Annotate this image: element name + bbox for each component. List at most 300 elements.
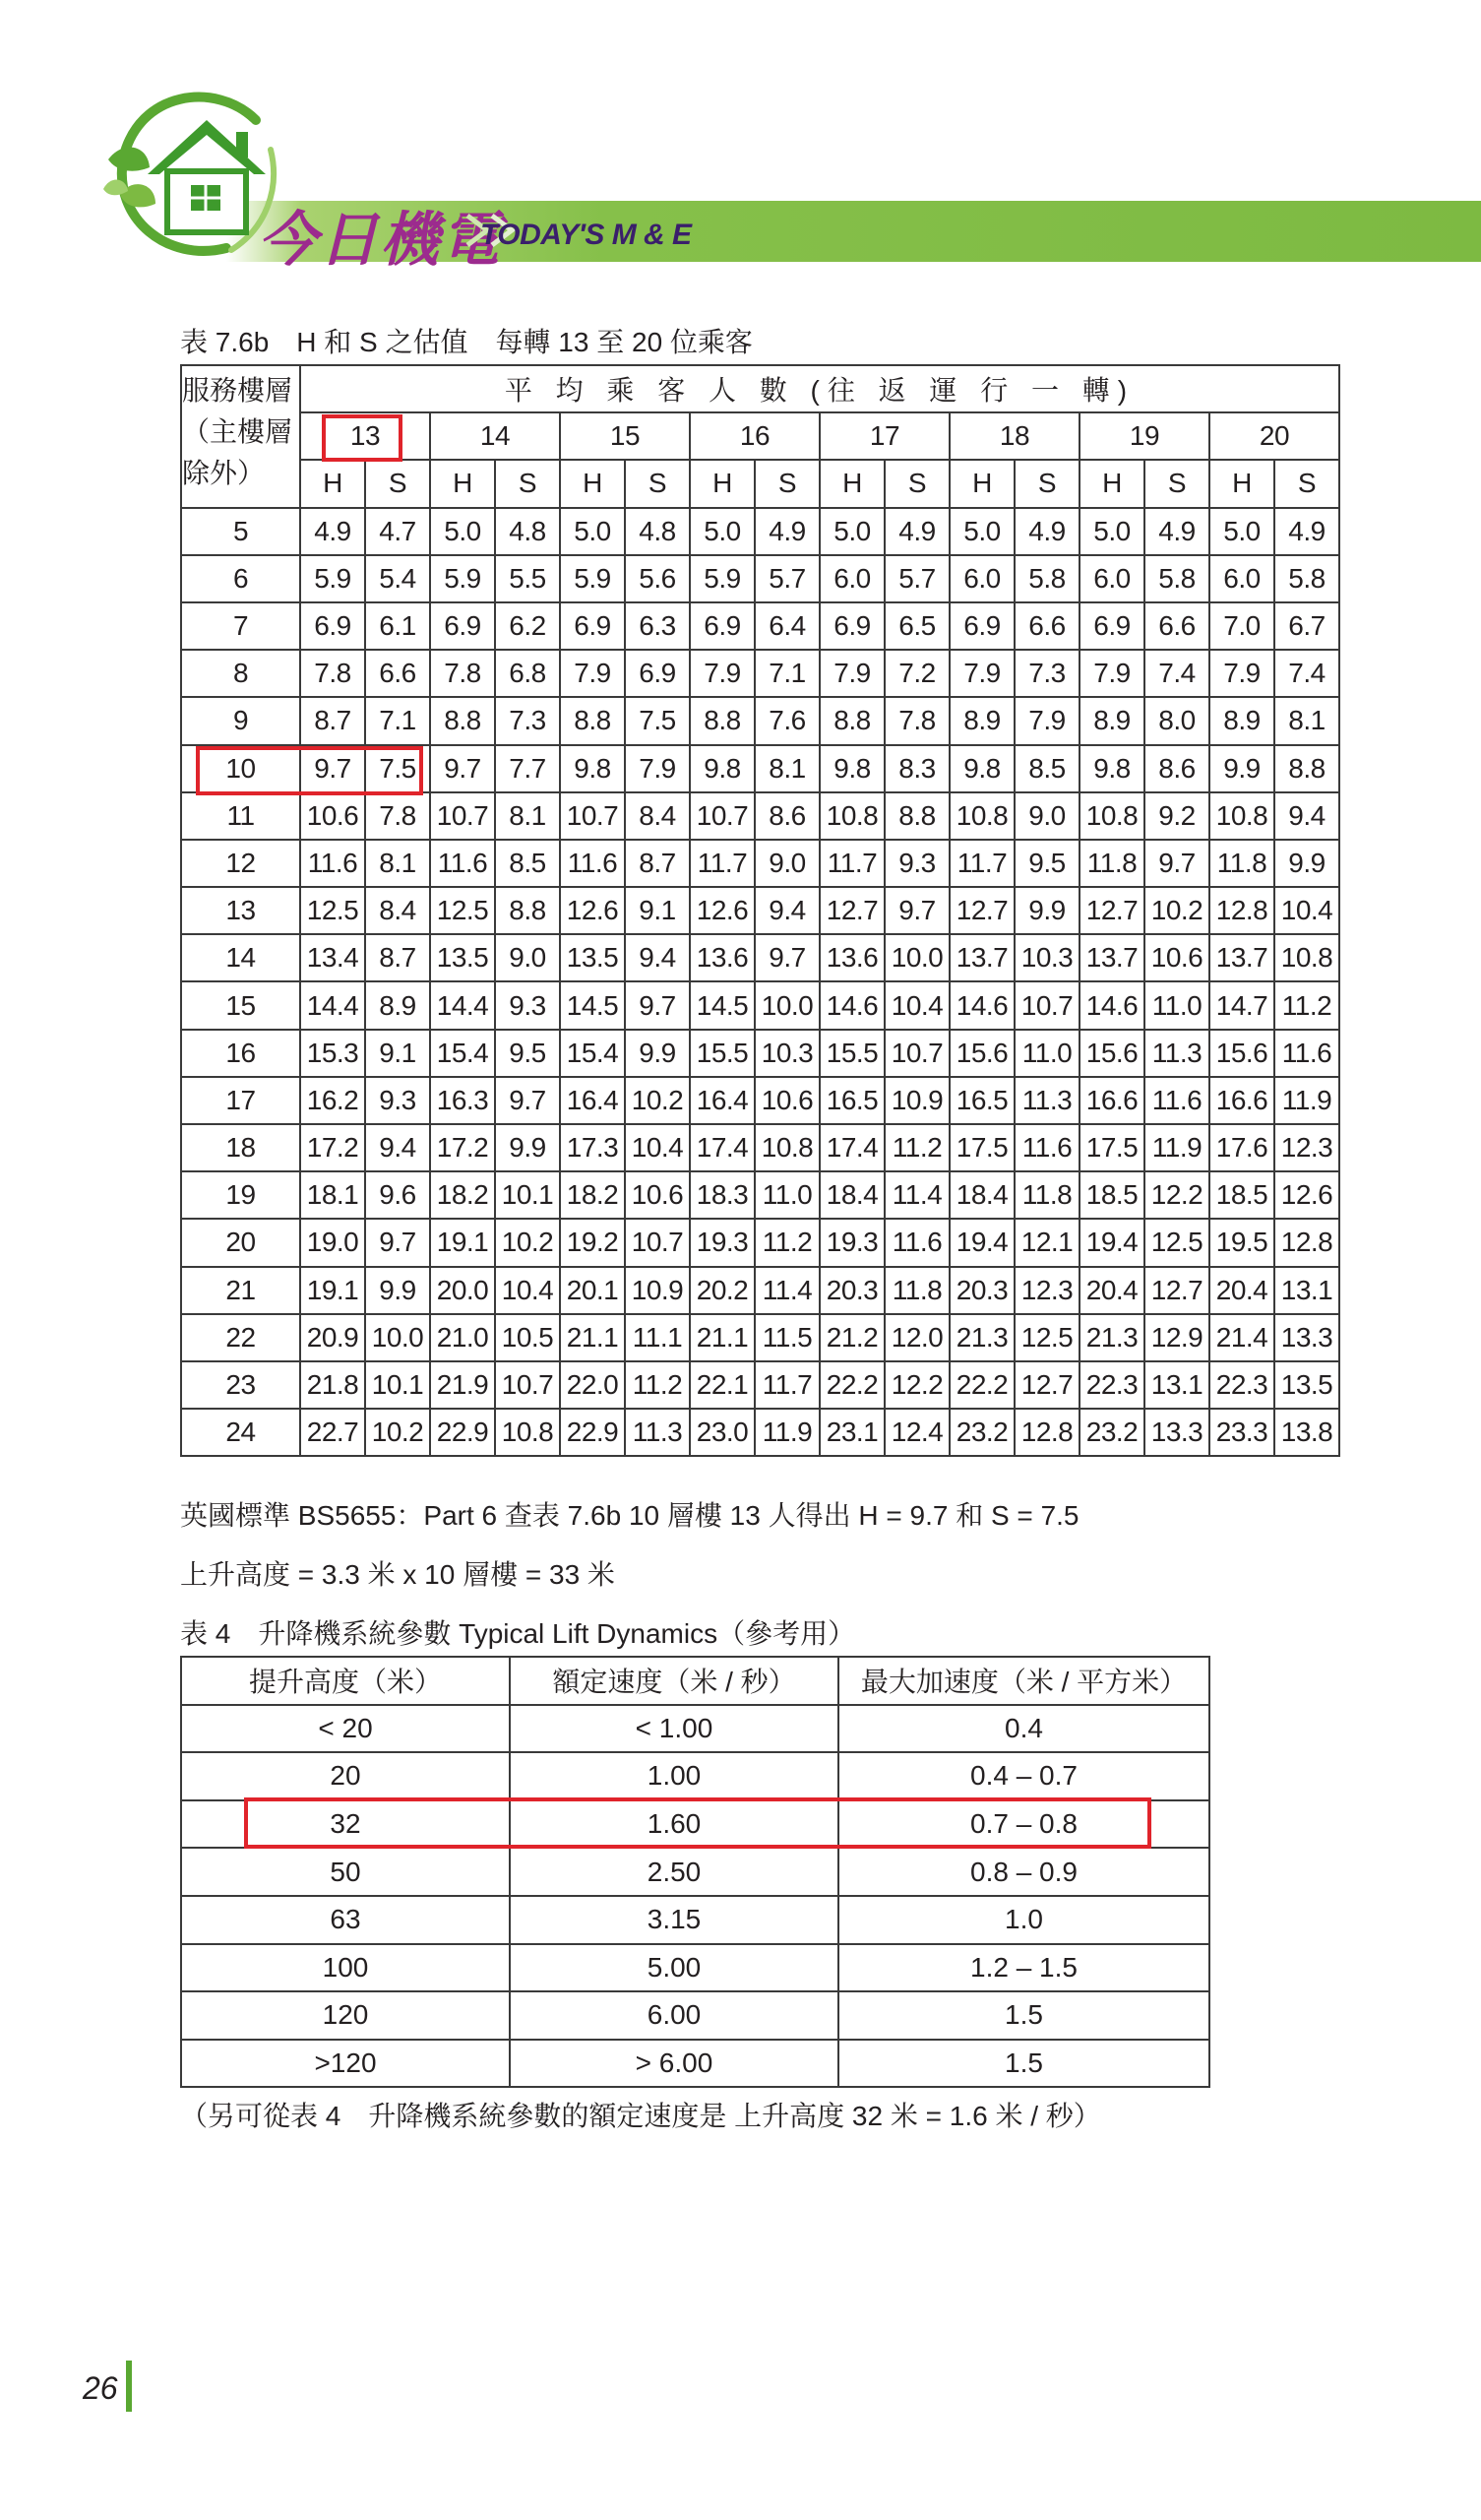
- s-subheader: S: [1274, 460, 1339, 507]
- h-value-cell: 17.2: [300, 1124, 365, 1171]
- column-header-lift-height: 提升高度（米）: [181, 1657, 510, 1705]
- s-value-cell: 12.2: [885, 1361, 950, 1409]
- passenger-count-header: 17: [820, 412, 950, 460]
- s-value-cell: 8.1: [365, 840, 430, 887]
- s-value-cell: 13.8: [1274, 1409, 1339, 1456]
- floor-cell: 12: [181, 840, 300, 887]
- h-value-cell: 12.6: [560, 887, 625, 934]
- s-value-cell: 8.1: [495, 792, 560, 840]
- s-value-cell: 11.6: [885, 1219, 950, 1266]
- s-value-cell: 10.8: [755, 1124, 820, 1171]
- s-value-cell: 12.6: [1274, 1171, 1339, 1219]
- table-row: [181, 697, 1339, 744]
- table-4-body: [181, 1705, 1209, 2088]
- table-row: [181, 1896, 1209, 1944]
- s-value-cell: 11.6: [1015, 1124, 1080, 1171]
- s-value-cell: 10.4: [1274, 887, 1339, 934]
- h-value-cell: 5.9: [430, 555, 495, 602]
- s-value-cell: 10.7: [885, 1030, 950, 1077]
- s-value-cell: 11.1: [625, 1314, 690, 1361]
- s-value-cell: 9.0: [755, 840, 820, 887]
- s-value-cell: 7.8: [365, 792, 430, 840]
- h-value-cell: 18.2: [430, 1171, 495, 1219]
- s-value-cell: 7.3: [1015, 650, 1080, 697]
- h-value-cell: 22.1: [690, 1361, 755, 1409]
- lift-height-cell: 50: [181, 1848, 510, 1896]
- floor-header-line: 除外）: [182, 458, 266, 488]
- h-value-cell: 11.7: [950, 840, 1015, 887]
- h-value-cell: 8.9: [1080, 697, 1144, 744]
- table-row: [181, 792, 1339, 840]
- s-value-cell: 12.9: [1144, 1314, 1209, 1361]
- lift-height-cell: 100: [181, 1944, 510, 1992]
- passenger-count-header: 18: [950, 412, 1080, 460]
- h-value-cell: 22.9: [430, 1409, 495, 1456]
- rated-speed-cell: 1.60: [510, 1800, 838, 1849]
- h-subheader: H: [300, 460, 365, 507]
- s-value-cell: 10.2: [365, 1409, 430, 1456]
- s-value-cell: 10.3: [1015, 934, 1080, 981]
- max-acceleration-cell: 0.4 – 0.7: [838, 1752, 1209, 1800]
- floor-cell: 9: [181, 697, 300, 744]
- h-value-cell: 15.6: [950, 1030, 1015, 1077]
- s-value-cell: 4.9: [1015, 508, 1080, 555]
- h-value-cell: 4.9: [300, 508, 365, 555]
- s-value-cell: 7.8: [885, 697, 950, 744]
- s-value-cell: 6.6: [1144, 602, 1209, 650]
- passenger-count-header: 19: [1080, 412, 1209, 460]
- floor-header-line: 服務樓層: [182, 375, 293, 406]
- h-value-cell: 19.4: [1080, 1219, 1144, 1266]
- s-value-cell: 11.3: [625, 1409, 690, 1456]
- h-subheader: H: [560, 460, 625, 507]
- max-acceleration-cell: 0.8 – 0.9: [838, 1848, 1209, 1896]
- s-value-cell: 9.5: [1015, 840, 1080, 887]
- h-value-cell: 5.9: [690, 555, 755, 602]
- s-value-cell: 8.0: [1144, 697, 1209, 744]
- table-row: [181, 1361, 1339, 1409]
- h-value-cell: 9.8: [690, 745, 755, 792]
- s-value-cell: 7.9: [625, 745, 690, 792]
- s-value-cell: 9.9: [625, 1030, 690, 1077]
- floor-cell: 22: [181, 1314, 300, 1361]
- s-value-cell: 12.8: [1015, 1409, 1080, 1456]
- s-value-cell: 12.1: [1015, 1219, 1080, 1266]
- h-value-cell: 5.0: [820, 508, 885, 555]
- h-value-cell: 19.1: [300, 1267, 365, 1314]
- h-value-cell: 22.3: [1209, 1361, 1274, 1409]
- lift-height-cell: < 20: [181, 1705, 510, 1753]
- h-value-cell: 12.7: [1080, 887, 1144, 934]
- s-value-cell: 5.8: [1144, 555, 1209, 602]
- s-value-cell: 8.7: [625, 840, 690, 887]
- h-value-cell: 18.2: [560, 1171, 625, 1219]
- s-value-cell: 9.3: [495, 981, 560, 1029]
- s-value-cell: 12.0: [885, 1314, 950, 1361]
- s-value-cell: 10.8: [495, 1409, 560, 1456]
- s-value-cell: 6.7: [1274, 602, 1339, 650]
- h-value-cell: 9.8: [950, 745, 1015, 792]
- s-value-cell: 10.7: [495, 1361, 560, 1409]
- s-value-cell: 9.6: [365, 1171, 430, 1219]
- s-value-cell: 10.2: [495, 1219, 560, 1266]
- h-value-cell: 21.1: [690, 1314, 755, 1361]
- h-value-cell: 23.1: [820, 1409, 885, 1456]
- s-value-cell: 13.1: [1274, 1267, 1339, 1314]
- h-value-cell: 17.4: [690, 1124, 755, 1171]
- s-value-cell: 11.3: [1015, 1077, 1080, 1124]
- s-value-cell: 9.7: [365, 1219, 430, 1266]
- note-line-2: 上升高度 = 3.3 米 x 10 層樓 = 33 米: [180, 1559, 615, 1590]
- h-value-cell: 6.0: [1080, 555, 1144, 602]
- rated-speed-cell: < 1.00: [510, 1705, 838, 1753]
- h-value-cell: 5.0: [1080, 508, 1144, 555]
- h-value-cell: 20.4: [1080, 1267, 1144, 1314]
- h-value-cell: 8.8: [560, 697, 625, 744]
- s-value-cell: 11.9: [755, 1409, 820, 1456]
- h-subheader: H: [820, 460, 885, 507]
- passenger-count-header: 15: [560, 412, 690, 460]
- h-value-cell: 12.5: [300, 887, 365, 934]
- s-subheader: S: [1015, 460, 1080, 507]
- table-row: [181, 2040, 1209, 2088]
- s-value-cell: 9.1: [365, 1030, 430, 1077]
- h-value-cell: 7.8: [430, 650, 495, 697]
- h-subheader: H: [950, 460, 1015, 507]
- s-value-cell: 4.9: [885, 508, 950, 555]
- s-value-cell: 9.4: [755, 887, 820, 934]
- highlight-13-passengers: [322, 414, 402, 462]
- h-value-cell: 15.3: [300, 1030, 365, 1077]
- s-subheader: S: [625, 460, 690, 507]
- h-value-cell: 16.4: [560, 1077, 625, 1124]
- h-value-cell: 20.2: [690, 1267, 755, 1314]
- h-value-cell: 14.5: [690, 981, 755, 1029]
- h-value-cell: 16.5: [820, 1077, 885, 1124]
- s-value-cell: 9.9: [495, 1124, 560, 1171]
- h-value-cell: 7.9: [950, 650, 1015, 697]
- passenger-count-header: 13: [300, 412, 430, 460]
- h-value-cell: 6.0: [950, 555, 1015, 602]
- floor-cell: 11: [181, 792, 300, 840]
- h-value-cell: 21.4: [1209, 1314, 1274, 1361]
- h-value-cell: 9.8: [820, 745, 885, 792]
- h-value-cell: 17.4: [820, 1124, 885, 1171]
- s-value-cell: 11.4: [885, 1171, 950, 1219]
- s-value-cell: 8.1: [755, 745, 820, 792]
- h-value-cell: 9.8: [1080, 745, 1144, 792]
- s-value-cell: 6.5: [885, 602, 950, 650]
- h-value-cell: 5.9: [560, 555, 625, 602]
- s-value-cell: 8.8: [495, 887, 560, 934]
- h-value-cell: 13.4: [300, 934, 365, 981]
- s-value-cell: 11.6: [1144, 1077, 1209, 1124]
- h-value-cell: 5.0: [560, 508, 625, 555]
- h-value-cell: 11.8: [1209, 840, 1274, 887]
- h-value-cell: 14.6: [1080, 981, 1144, 1029]
- s-value-cell: 6.3: [625, 602, 690, 650]
- s-value-cell: 10.6: [1144, 934, 1209, 981]
- h-value-cell: 6.9: [430, 602, 495, 650]
- h-value-cell: 10.7: [690, 792, 755, 840]
- s-value-cell: 11.2: [755, 1219, 820, 1266]
- h-value-cell: 20.3: [820, 1267, 885, 1314]
- h-value-cell: 8.8: [430, 697, 495, 744]
- s-value-cell: 4.9: [1144, 508, 1209, 555]
- h-value-cell: 7.9: [560, 650, 625, 697]
- h-value-cell: 23.0: [690, 1409, 755, 1456]
- highlight-floor-10-row: [196, 746, 423, 795]
- h-value-cell: 22.2: [950, 1361, 1015, 1409]
- page-number: 26: [83, 2370, 118, 2406]
- s-value-cell: 5.6: [625, 555, 690, 602]
- s-value-cell: 9.9: [1015, 887, 1080, 934]
- h-value-cell: 16.3: [430, 1077, 495, 1124]
- floor-cell: 15: [181, 981, 300, 1029]
- s-value-cell: 11.5: [755, 1314, 820, 1361]
- h-value-cell: 6.9: [690, 602, 755, 650]
- h-value-cell: 17.5: [950, 1124, 1015, 1171]
- s-value-cell: 5.4: [365, 555, 430, 602]
- h-value-cell: 18.3: [690, 1171, 755, 1219]
- h-value-cell: 5.0: [690, 508, 755, 555]
- s-value-cell: 12.3: [1015, 1267, 1080, 1314]
- floor-cell: 23: [181, 1361, 300, 1409]
- table-row: [181, 650, 1339, 697]
- s-value-cell: 6.6: [365, 650, 430, 697]
- magazine-subtitle: TODAY'S M & E: [480, 219, 692, 251]
- h-value-cell: 6.9: [820, 602, 885, 650]
- s-value-cell: 11.2: [625, 1361, 690, 1409]
- h-value-cell: 5.0: [950, 508, 1015, 555]
- rated-speed-cell: 2.50: [510, 1848, 838, 1896]
- table-row: [181, 1219, 1339, 1266]
- s-value-cell: 9.2: [1144, 792, 1209, 840]
- h-value-cell: 12.8: [1209, 887, 1274, 934]
- floor-cell: 14: [181, 934, 300, 981]
- s-value-cell: 6.8: [495, 650, 560, 697]
- h-value-cell: 14.7: [1209, 981, 1274, 1029]
- passenger-count-header: 14: [430, 412, 560, 460]
- h-value-cell: 15.5: [690, 1030, 755, 1077]
- s-value-cell: 12.7: [1015, 1361, 1080, 1409]
- magazine-title: 今日機電: [258, 206, 502, 275]
- h-value-cell: 16.5: [950, 1077, 1015, 1124]
- s-value-cell: 10.9: [885, 1077, 950, 1124]
- h-value-cell: 21.1: [560, 1314, 625, 1361]
- h-value-cell: 22.0: [560, 1361, 625, 1409]
- s-value-cell: 10.2: [625, 1077, 690, 1124]
- h-value-cell: 10.7: [560, 792, 625, 840]
- floor-header-line: （主樓層: [182, 416, 293, 447]
- s-value-cell: 11.8: [1015, 1171, 1080, 1219]
- table-row: [181, 887, 1339, 934]
- h-value-cell: 19.4: [950, 1219, 1015, 1266]
- s-value-cell: 6.6: [1015, 602, 1080, 650]
- s-subheader: S: [495, 460, 560, 507]
- s-value-cell: 10.4: [495, 1267, 560, 1314]
- s-value-cell: 6.9: [625, 650, 690, 697]
- h-value-cell: 21.9: [430, 1361, 495, 1409]
- s-value-cell: 5.7: [755, 555, 820, 602]
- s-value-cell: 11.0: [1015, 1030, 1080, 1077]
- s-value-cell: 8.6: [755, 792, 820, 840]
- floor-cell: 6: [181, 555, 300, 602]
- s-value-cell: 8.4: [365, 887, 430, 934]
- h-value-cell: 23.2: [1080, 1409, 1144, 1456]
- h-value-cell: 6.9: [950, 602, 1015, 650]
- s-value-cell: 6.1: [365, 602, 430, 650]
- s-value-cell: 11.6: [1274, 1030, 1339, 1077]
- table-4-caption: 表 4 升降機系統參數 Typical Lift Dynamics（參考用）: [180, 1618, 856, 1649]
- h-value-cell: 16.6: [1080, 1077, 1144, 1124]
- s-value-cell: 7.1: [365, 697, 430, 744]
- h-value-cell: 13.5: [560, 934, 625, 981]
- floor-cell: 20: [181, 1219, 300, 1266]
- table-row: [181, 934, 1339, 981]
- table-row: [181, 1077, 1339, 1124]
- h-value-cell: 19.3: [690, 1219, 755, 1266]
- s-value-cell: 8.3: [885, 745, 950, 792]
- h-value-cell: 19.3: [820, 1219, 885, 1266]
- s-value-cell: 10.6: [755, 1077, 820, 1124]
- s-value-cell: 8.8: [885, 792, 950, 840]
- h-value-cell: 12.7: [820, 887, 885, 934]
- h-value-cell: 9.9: [1209, 745, 1274, 792]
- h-value-cell: 20.4: [1209, 1267, 1274, 1314]
- s-value-cell: 13.5: [1274, 1361, 1339, 1409]
- h-value-cell: 15.4: [560, 1030, 625, 1077]
- table-row: [181, 1752, 1209, 1800]
- floor-cell: 10: [181, 745, 300, 792]
- table-row: [181, 840, 1339, 887]
- s-value-cell: 5.5: [495, 555, 560, 602]
- h-value-cell: 6.9: [560, 602, 625, 650]
- floor-cell: 7: [181, 602, 300, 650]
- h-value-cell: 17.6: [1209, 1124, 1274, 1171]
- floor-cell: 19: [181, 1171, 300, 1219]
- column-header-max-acceleration: 最大加速度（米 / 平方米）: [838, 1657, 1209, 1705]
- h-value-cell: 22.3: [1080, 1361, 1144, 1409]
- h-value-cell: 9.7: [430, 745, 495, 792]
- s-value-cell: 9.9: [1274, 840, 1339, 887]
- h-value-cell: 13.5: [430, 934, 495, 981]
- s-value-cell: 8.5: [1015, 745, 1080, 792]
- h-value-cell: 7.8: [300, 650, 365, 697]
- h-value-cell: 13.7: [1080, 934, 1144, 981]
- h-value-cell: 13.6: [820, 934, 885, 981]
- h-value-cell: 17.3: [560, 1124, 625, 1171]
- s-value-cell: 11.4: [755, 1267, 820, 1314]
- table-row: [181, 1409, 1339, 1456]
- h-value-cell: 14.4: [300, 981, 365, 1029]
- s-value-cell: 13.3: [1144, 1409, 1209, 1456]
- s-value-cell: 12.7: [1144, 1267, 1209, 1314]
- s-value-cell: 11.7: [755, 1361, 820, 1409]
- s-value-cell: 9.4: [625, 934, 690, 981]
- note-line-1: 英國標準 BS5655：Part 6 查表 7.6b 10 層樓 13 人得出 H = 9.7 和 S = 7.5: [180, 1500, 1080, 1531]
- h-value-cell: 16.4: [690, 1077, 755, 1124]
- h-value-cell: 18.4: [950, 1171, 1015, 1219]
- h-value-cell: 21.0: [430, 1314, 495, 1361]
- s-value-cell: 11.2: [1274, 981, 1339, 1029]
- s-value-cell: 7.4: [1274, 650, 1339, 697]
- table-76b-caption: 表 7.6b H 和 S 之估值 每轉 13 至 20 位乘客: [180, 327, 753, 357]
- s-value-cell: 8.6: [1144, 745, 1209, 792]
- s-value-cell: 9.5: [495, 1030, 560, 1077]
- s-value-cell: 7.1: [755, 650, 820, 697]
- h-value-cell: 14.4: [430, 981, 495, 1029]
- h-value-cell: 21.8: [300, 1361, 365, 1409]
- h-value-cell: 22.7: [300, 1409, 365, 1456]
- s-value-cell: 10.6: [625, 1171, 690, 1219]
- h-value-cell: 8.9: [950, 697, 1015, 744]
- rated-speed-cell: 3.15: [510, 1896, 838, 1944]
- h-value-cell: 7.9: [690, 650, 755, 697]
- h-value-cell: 13.7: [1209, 934, 1274, 981]
- s-value-cell: 9.7: [755, 934, 820, 981]
- s-subheader: S: [885, 460, 950, 507]
- h-value-cell: 10.8: [1080, 792, 1144, 840]
- h-value-cell: 14.6: [950, 981, 1015, 1029]
- s-subheader: S: [755, 460, 820, 507]
- s-value-cell: 11.9: [1274, 1077, 1339, 1124]
- h-value-cell: 6.0: [1209, 555, 1274, 602]
- s-value-cell: 10.4: [625, 1124, 690, 1171]
- s-value-cell: 13.3: [1274, 1314, 1339, 1361]
- s-value-cell: 7.2: [885, 650, 950, 697]
- s-value-cell: 6.2: [495, 602, 560, 650]
- s-value-cell: 10.4: [885, 981, 950, 1029]
- h-value-cell: 10.8: [950, 792, 1015, 840]
- s-value-cell: 9.9: [365, 1267, 430, 1314]
- max-acceleration-cell: 1.2 – 1.5: [838, 1944, 1209, 1992]
- s-value-cell: 4.9: [755, 508, 820, 555]
- h-value-cell: 7.9: [1209, 650, 1274, 697]
- max-acceleration-cell: 0.7 – 0.8: [838, 1800, 1209, 1849]
- s-value-cell: 9.4: [365, 1124, 430, 1171]
- h-value-cell: 12.7: [950, 887, 1015, 934]
- h-value-cell: 21.3: [1080, 1314, 1144, 1361]
- floor-cell: 18: [181, 1124, 300, 1171]
- s-value-cell: 12.5: [1015, 1314, 1080, 1361]
- table-76b: [180, 364, 1340, 1457]
- h-value-cell: 14.6: [820, 981, 885, 1029]
- rated-speed-cell: 5.00: [510, 1944, 838, 1992]
- h-value-cell: 19.0: [300, 1219, 365, 1266]
- h-value-cell: 11.6: [300, 840, 365, 887]
- h-value-cell: 19.5: [1209, 1219, 1274, 1266]
- h-value-cell: 20.9: [300, 1314, 365, 1361]
- s-value-cell: 11.0: [755, 1171, 820, 1219]
- h-value-cell: 15.5: [820, 1030, 885, 1077]
- s-value-cell: 10.0: [755, 981, 820, 1029]
- s-value-cell: 9.4: [1274, 792, 1339, 840]
- s-value-cell: 10.2: [1144, 887, 1209, 934]
- magazine-header: [0, 0, 1481, 285]
- s-value-cell: 8.8: [1274, 745, 1339, 792]
- s-value-cell: 10.1: [495, 1171, 560, 1219]
- h-value-cell: 17.2: [430, 1124, 495, 1171]
- table-row: [181, 1705, 1209, 1753]
- s-value-cell: 9.7: [495, 1077, 560, 1124]
- s-value-cell: 9.3: [885, 840, 950, 887]
- s-value-cell: 5.7: [885, 555, 950, 602]
- s-value-cell: 7.3: [495, 697, 560, 744]
- floor-header: [181, 365, 300, 508]
- floor-cell: 21: [181, 1267, 300, 1314]
- s-value-cell: 9.7: [625, 981, 690, 1029]
